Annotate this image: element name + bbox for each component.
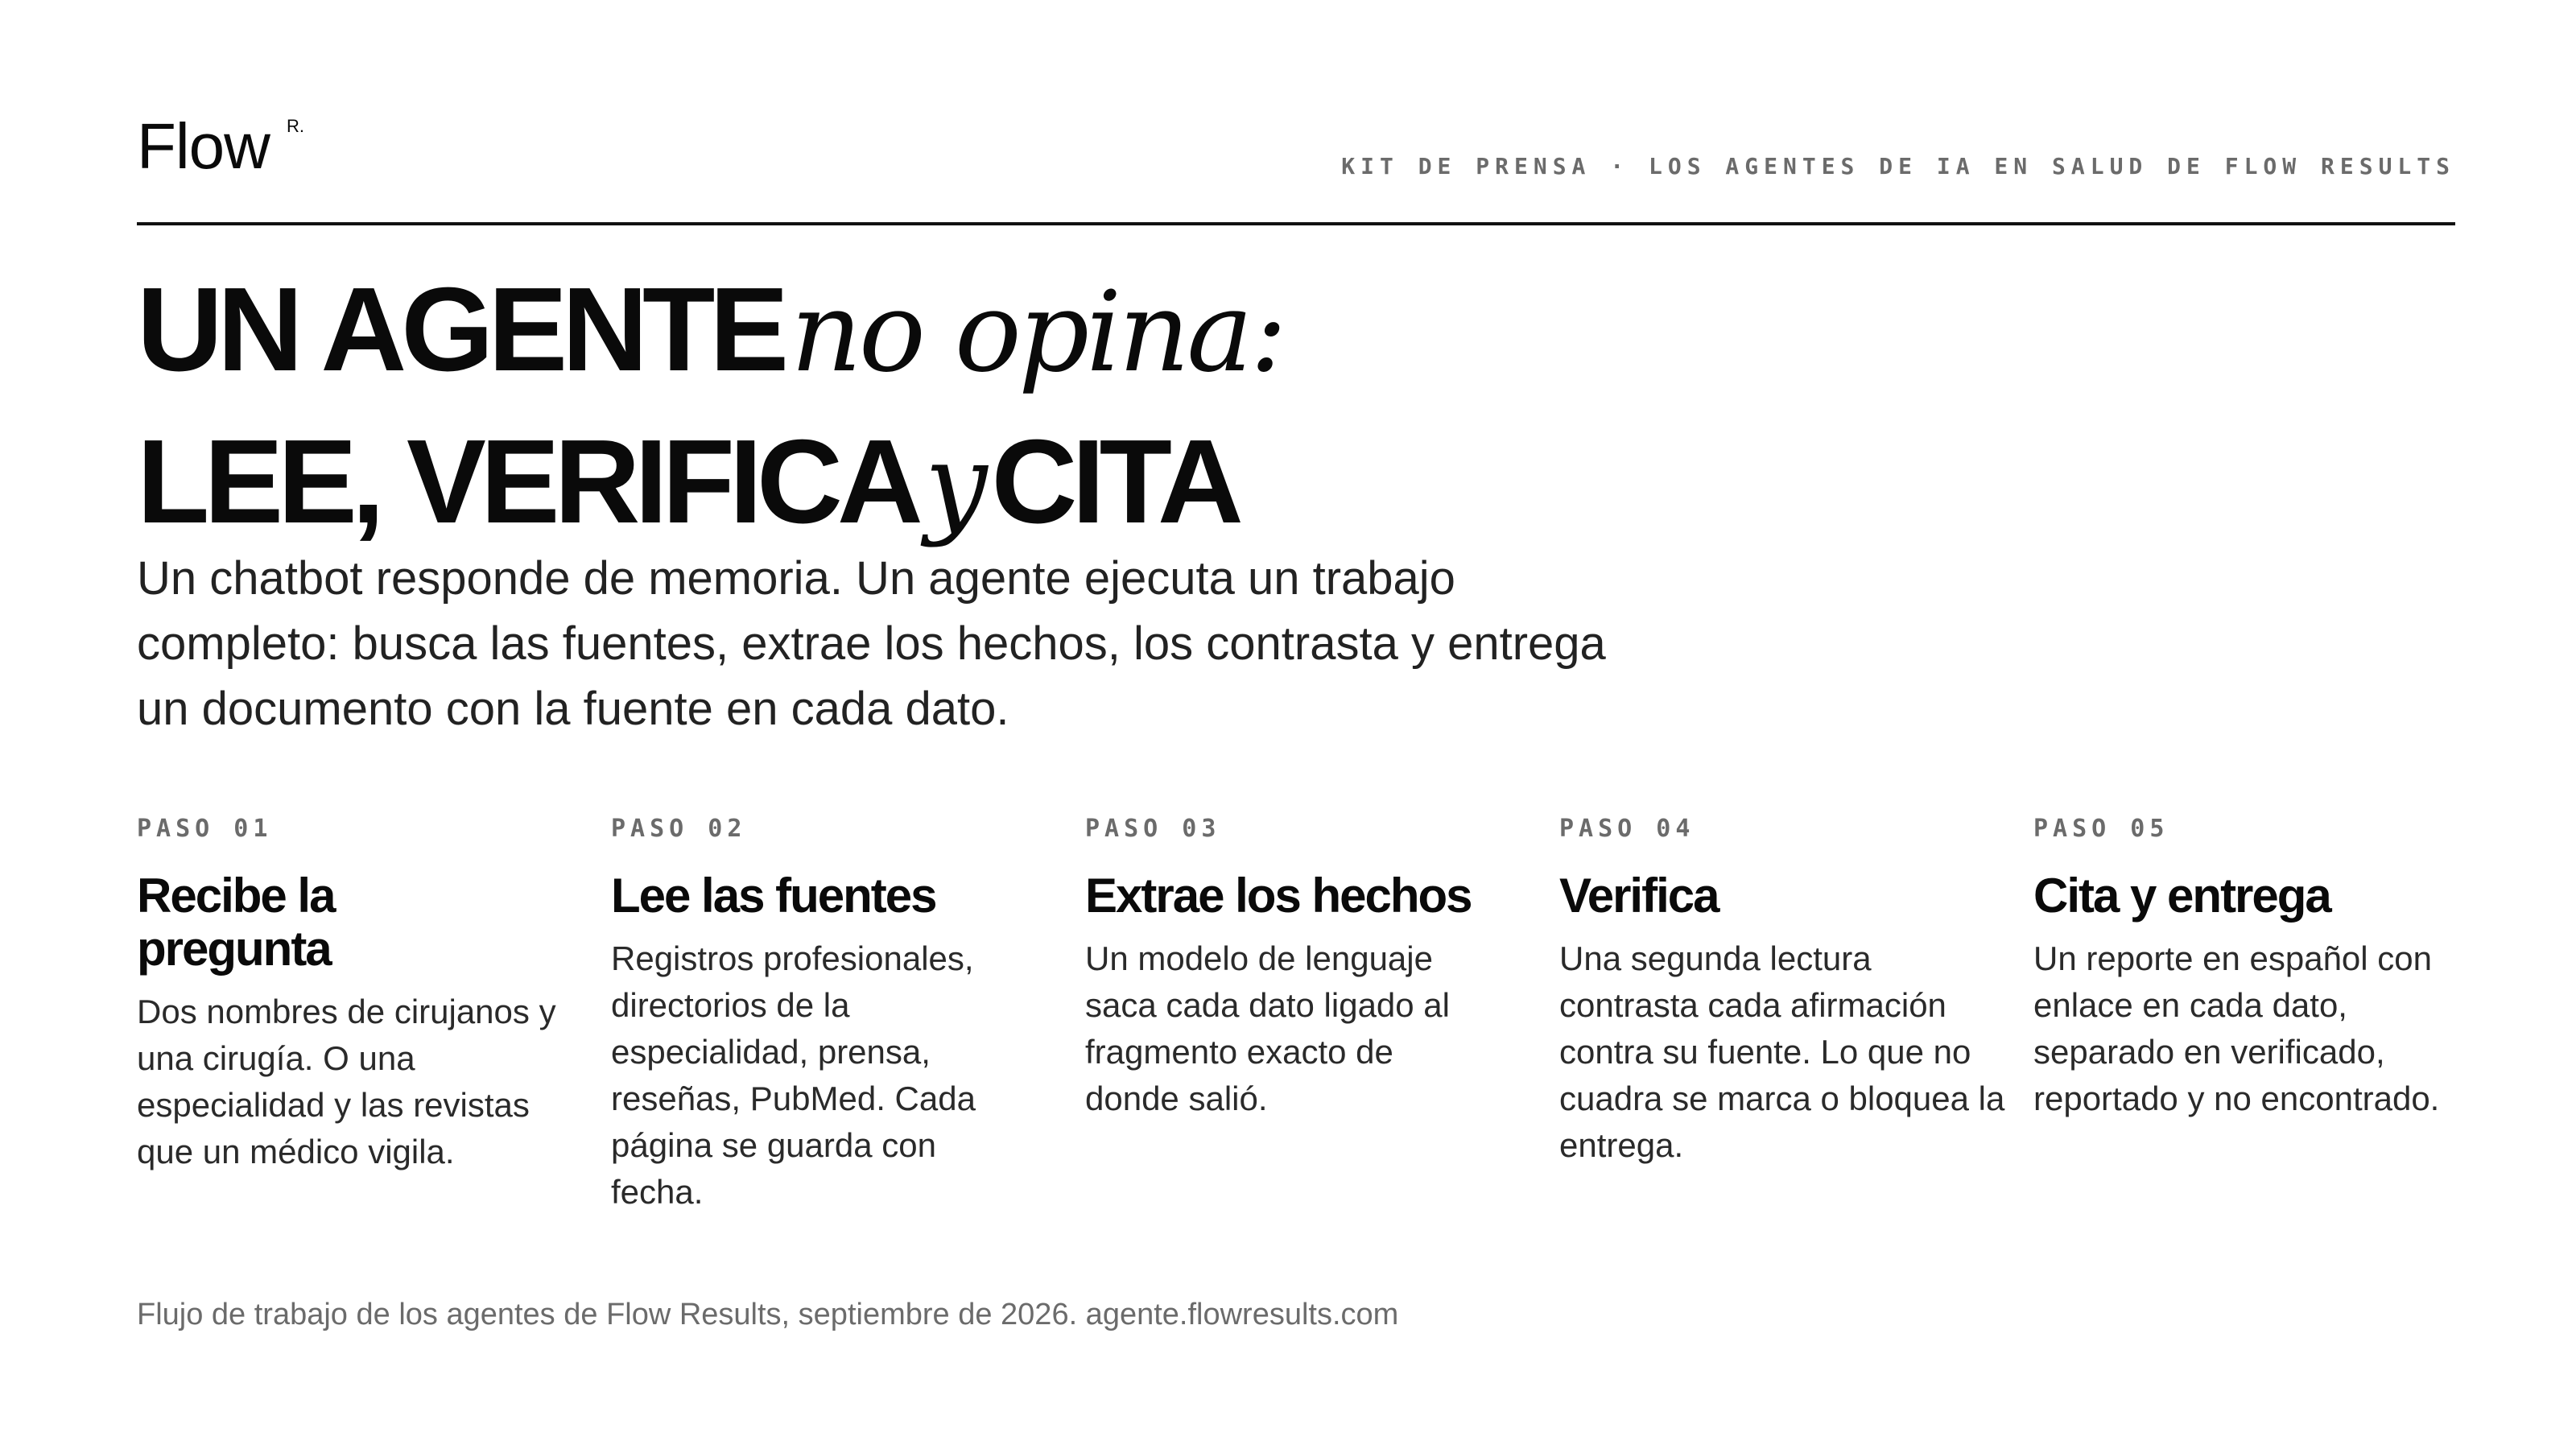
step-description: Una segunda lectura contrasta cada afirmación contra su fuente. Lo que no cuadra se marca o bloquea la entrega. <box>1559 939 2005 1164</box>
header-divider <box>137 222 2455 225</box>
step-title: Recibe la pregunta <box>137 869 335 976</box>
step-description: Un modelo de lenguaje saca cada dato ligado al fragmento exacto de donde salió. <box>1085 939 1450 1117</box>
title-italic-text: y <box>924 419 985 549</box>
step-card <box>611 813 1046 1216</box>
step-label: PASO 03 <box>1085 815 1221 843</box>
step-title: Verifica <box>1559 869 1719 923</box>
step-description: Un reporte en español con enlace en cada dato, separado en verificado, reportado y no encontrado. <box>2033 939 2440 1117</box>
intro-paragraph: Un chatbot responde de memoria. Un agente ejecuta un trabajo completo: busca las fuentes, extrae los hechos, los contrasta y entrega un documento con la fuente en cada dato. <box>137 552 1606 735</box>
step-description: Registros profesionales, directorios de la especialidad, prensa, reseñas, PubMed. Cada página se guarda con fecha. <box>611 939 976 1211</box>
title-bold-text: LEE, VERIFICA <box>137 415 918 548</box>
steps-row <box>137 813 2455 1248</box>
step-description: Dos nombres de cirujanos y una cirugía. O una especialidad y las revistas que un médico vigila. <box>137 993 556 1170</box>
step-title: Lee las fuentes <box>611 869 936 923</box>
step-label: PASO 01 <box>137 815 273 843</box>
step-card <box>2033 813 2468 1122</box>
step-label: PASO 04 <box>1559 815 1695 843</box>
step-card <box>1559 813 2005 1169</box>
page-title <box>137 263 1285 574</box>
title-bold-text: UN AGENTE <box>137 263 784 396</box>
logo-registered-mark: R. <box>287 116 304 136</box>
step-card <box>137 813 572 1175</box>
page-header <box>137 103 2455 224</box>
step-label: PASO 02 <box>611 815 747 843</box>
step-card <box>1085 813 1520 1122</box>
title-line-1 <box>137 263 1285 422</box>
title-bold-text: CITA <box>991 415 1238 548</box>
press-kit-label: KIT DE PRENSA · LOS AGENTES DE IA EN SALUD DE FLOW RESULTS <box>1341 153 2455 180</box>
title-italic-text: no opina: <box>791 267 1285 397</box>
source-footnote: Flujo de trabajo de los agentes de Flow Results, septiembre de 2026. agente.flowresults.com <box>137 1298 1399 1331</box>
flow-logo: Flow <box>137 110 270 182</box>
step-title: Cita y entrega <box>2033 869 2330 923</box>
step-label: PASO 05 <box>2033 815 2169 843</box>
step-title: Extrae los hechos <box>1085 869 1472 923</box>
